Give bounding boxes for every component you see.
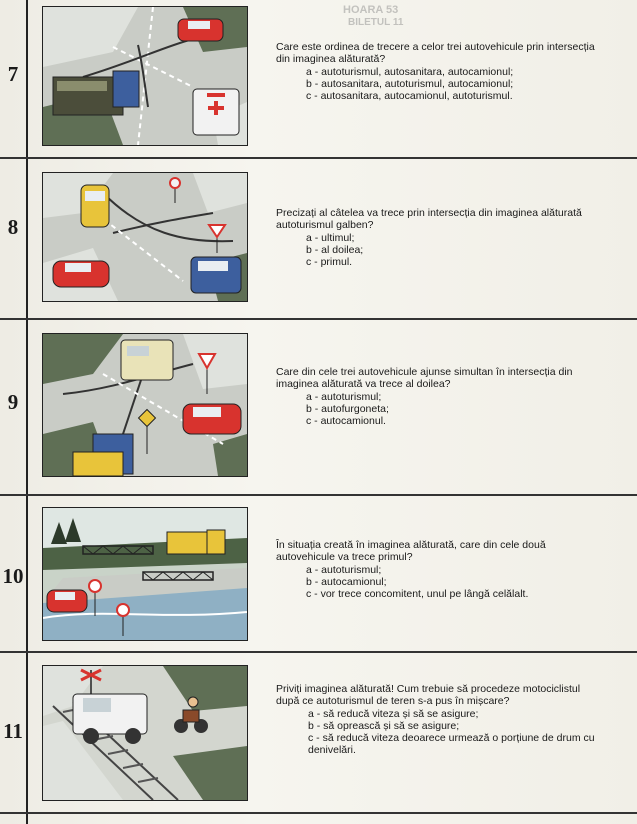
question-block (276, 683, 602, 756)
intersection-illustration (42, 6, 248, 146)
question-block (276, 366, 602, 427)
answer-options (276, 391, 602, 427)
red-car (47, 590, 87, 612)
answer-option-b[interactable]: b - autofurgoneta; (306, 403, 389, 415)
question-number: 11 (3, 719, 23, 743)
answer-option-b[interactable]: b - autosanitara, autoturismul, autocamionul; (306, 78, 514, 90)
answer-option-b[interactable]: b - autocamionul; (306, 576, 387, 588)
intersection-illustration (42, 333, 248, 477)
answer-option-a[interactable]: a - autoturismul; (306, 391, 382, 403)
answer-option-c[interactable]: c - primul. (306, 256, 353, 268)
question-row (0, 653, 637, 812)
truck (167, 530, 225, 554)
blue-car (191, 257, 241, 293)
answer-option-c[interactable]: c - vor trece concomitent, unul pe lângă celălalt. (306, 588, 529, 600)
question-text: Priviți imaginea alăturată! Cum trebuie să procedeze motociclistul după ce autoturismul de teren s-a pus în mișcare? (276, 683, 581, 707)
answer-option-b[interactable]: b - să oprească și să se asigure; (308, 720, 460, 732)
answer-option-a[interactable]: a - autoturismul, autosanitara, autocamionul; (306, 66, 514, 78)
answer-options (276, 66, 602, 102)
answer-option-a[interactable]: a - ultimul; (306, 232, 355, 244)
answer-option-a[interactable]: a - autoturismul; (306, 564, 382, 576)
question-number: 7 (7, 62, 19, 86)
red-car (53, 261, 109, 287)
question-number: 9 (7, 390, 19, 414)
bleed-through-text: HOARA 53 (343, 4, 399, 16)
answer-option-b[interactable]: b - al doilea; (306, 244, 364, 256)
intersection-scene-svg (43, 334, 247, 476)
bridge-illustration (42, 507, 248, 641)
question-text: În situația creată în imaginea alăturată, care din cele două autovehicule va trece primul? (276, 539, 546, 563)
question-row (0, 0, 637, 157)
van (121, 340, 173, 380)
yellow-car (81, 185, 109, 227)
answer-option-c[interactable]: c - autocamionul. (306, 415, 386, 427)
answer-options (276, 232, 602, 268)
ambulance (193, 89, 239, 135)
question-number: 10 (2, 564, 24, 588)
question-block (276, 539, 602, 600)
question-block (276, 41, 602, 102)
answer-option-c[interactable]: c - să reducă viteza deoarece urmează o porțiune de drum cu denivelări. (308, 732, 595, 756)
intersection-illustration (42, 172, 248, 302)
row-divider (0, 812, 637, 814)
intersection-scene-svg (43, 173, 247, 301)
question-number: 8 (7, 215, 19, 239)
crossing-scene-svg (43, 666, 247, 800)
question-row (0, 320, 637, 494)
question-text: Precizați al câtelea va trece prin intersecția din imaginea alăturată autoturismul galben? (276, 207, 582, 231)
bleed-through-text: BILETUL 11 (348, 17, 404, 28)
answer-options (276, 564, 602, 600)
intersection-scene-svg (43, 7, 247, 145)
bridge-scene-svg (43, 508, 247, 640)
railway-crossing-illustration (42, 665, 248, 801)
question-row (0, 496, 637, 651)
answer-option-c[interactable]: c - autosanitara, autocamionul, autoturismul. (306, 90, 513, 102)
question-text: Care este ordinea de trecere a celor trei autovehicule prin intersecția din imaginea alăturată? (276, 41, 595, 65)
question-text: Care din cele trei autovehicule ajunse simultan în intersecția din imaginea alăturată va trece al doilea? (276, 366, 573, 390)
answer-options (276, 708, 602, 756)
red-car (183, 404, 241, 434)
answer-option-a[interactable]: a - să reducă viteza și să se asigure; (308, 708, 479, 720)
question-block (276, 207, 602, 268)
red-car (178, 19, 223, 41)
question-row (0, 159, 637, 318)
